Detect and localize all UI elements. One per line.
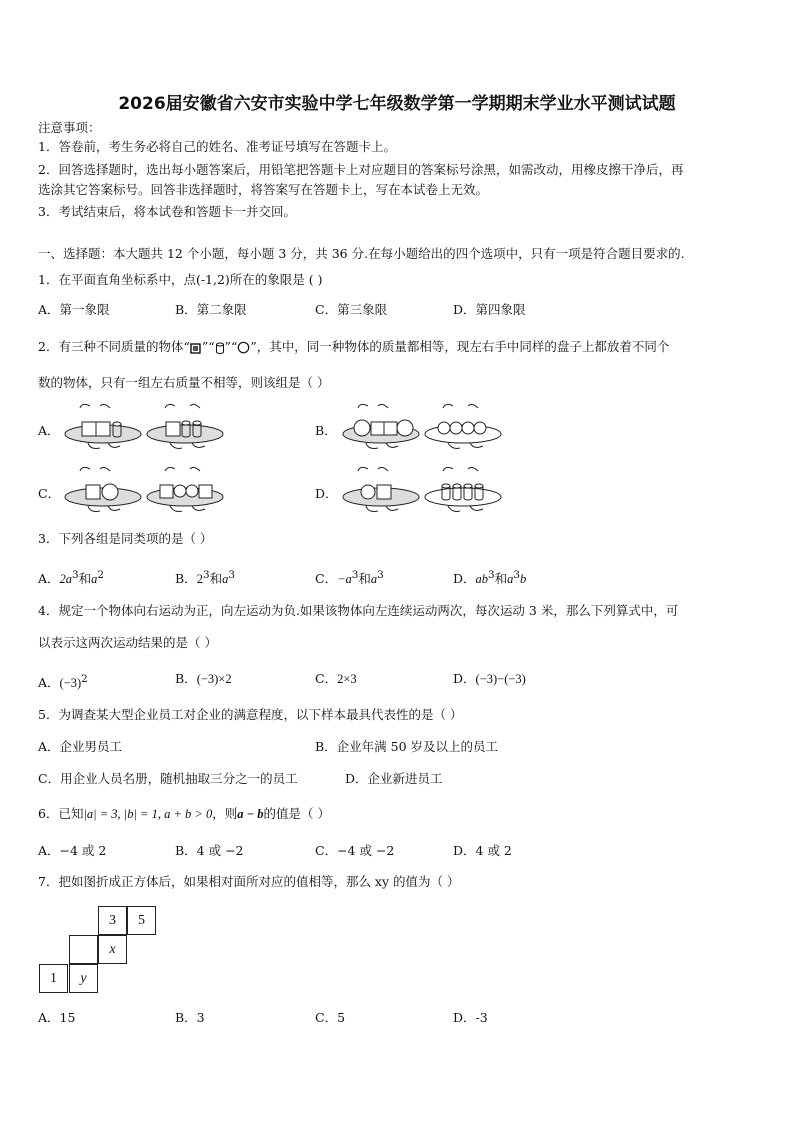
q3-a-expr1: 2a — [59, 572, 73, 587]
q3-b-expr1: 2 — [196, 572, 203, 587]
q4-a-sup: 2 — [81, 673, 88, 685]
net-cell-x: x — [98, 935, 127, 964]
net-cell-1: 1 — [39, 964, 68, 993]
q6-option-a: A．−4 或 2 — [38, 843, 107, 858]
q2-stem-part-b: ”“ — [201, 339, 215, 354]
q2-option-d: D． — [315, 486, 338, 501]
q4-d-expr: (−3)−(−3) — [475, 672, 526, 686]
q1-option-c: C．第三象限 — [315, 302, 388, 317]
q4-a-expr: (−3) — [59, 676, 82, 691]
q2-stem-part-c: ”“ — [224, 339, 238, 354]
q3-d-and: 和 — [494, 571, 508, 587]
q6-stem-part-c: 的值是（ ） — [263, 806, 331, 821]
q5-stem: 5．为调查某大型企业员工对企业的满意程度，以下样本最具代表性的是（ ） — [38, 707, 463, 722]
q2-stem-part-a: 2．有三种不同质量的物体“ — [38, 339, 190, 354]
note-2a: 2．回答选择题时，选出每小题答案后，用铅笔把答题卡上对应题目的答案标号涂黑，如需改动，用橡皮擦干净后，再 — [38, 162, 684, 177]
q6-stem-math: |a| = 3, |b| = 1, a + b > 0 — [83, 807, 213, 821]
cylinder-icon — [215, 342, 225, 354]
q4-b-expr: (−3)×2 — [196, 672, 232, 686]
q5-option-a: A．企业男员工 — [38, 739, 123, 754]
q4-option-c — [315, 671, 357, 687]
page-title: 2026届安徽省六安市实验中学七年级数学第一学期期末学业水平测试试题 — [118, 94, 676, 114]
q3-c-expr2: a — [370, 572, 378, 587]
q3-stem: 3．下列各组是同类项的是（ ） — [38, 531, 213, 546]
q1-option-b: B．第二象限 — [175, 302, 247, 317]
q3-a-and: 和 — [78, 571, 92, 587]
q3-d-sup1: 3 — [488, 569, 495, 581]
q2-stem-line2: 数的物体，只有一组左右质量不相等，则该组是（ ） — [38, 375, 330, 390]
q3-option-d — [453, 567, 526, 587]
q1-option-a: A．第一象限 — [38, 302, 110, 317]
q2-stem — [38, 339, 669, 355]
q3-option-b-label: B． — [175, 571, 197, 587]
section-heading: 一、选择题：本大题共 12 个小题，每小题 3 分，共 36 分.在每小题给出的四个选项中，只有一项是符合题目要求的. — [38, 246, 685, 261]
q4-stem-line1: 4．规定一个物体向右运动为正，向左运动为负.如果该物体向左连续运动两次，每次运动 3 米，那么下列算式中，可 — [38, 603, 679, 618]
net-cell-y: y — [69, 964, 98, 993]
q7-option-c: C．5 — [315, 1010, 346, 1025]
note-2b: 选涂其它答案标号。回答非选择题时，将答案写在答题卡上，写在本试卷上无效。 — [38, 182, 489, 197]
q5-option-d: D．企业新进员工 — [345, 771, 443, 786]
q3-c-sup2: 3 — [377, 569, 384, 581]
q5-option-c: C．用企业人员名册，随机抽取三分之一的员工 — [38, 771, 298, 786]
q5-option-b: B．企业年满 50 岁及以上的员工 — [315, 739, 499, 754]
q3-option-b — [175, 567, 235, 587]
q3-b-sup1: 3 — [202, 569, 210, 581]
q2-option-d-figure — [338, 463, 508, 521]
q4-stem-line2: 以表示这两次运动结果的是（ ） — [38, 635, 217, 650]
q6-option-c: C．−4 或 −2 — [315, 843, 395, 858]
q3-c-and: 和 — [358, 571, 371, 587]
q2-option-b: B． — [315, 423, 337, 438]
q3-option-c — [315, 567, 384, 587]
q1-option-d: D．第四象限 — [453, 302, 526, 317]
net-cell-5: 5 — [127, 906, 156, 935]
q3-a-sup2: 2 — [97, 569, 105, 581]
q4-option-b — [175, 671, 232, 687]
q3-d-expr3: b — [520, 572, 527, 587]
q4-c-expr: 2×3 — [337, 672, 357, 686]
q2-option-a-figure — [60, 400, 230, 458]
q1-stem: 1．在平面直角坐标系中，点(-1,2)所在的象限是 ( ) — [38, 272, 323, 287]
q3-option-d-label: D． — [453, 571, 476, 587]
q2-option-c-figure — [60, 463, 230, 521]
q2-option-c: C． — [38, 486, 61, 501]
note-1: 1．答卷前，考生务必将自己的姓名、准考证号填写在答题卡上。 — [38, 139, 396, 154]
sphere-icon — [237, 341, 250, 354]
q3-option-c-label: C． — [315, 571, 338, 587]
note-3: 3．考试结束后，将本试卷和答题卡一并交回。 — [38, 204, 296, 219]
q7-option-d: D．-3 — [453, 1010, 488, 1025]
q3-d-sup2: 3 — [513, 569, 521, 581]
q4-option-a — [38, 671, 88, 691]
q3-c-expr1: −a — [337, 572, 352, 587]
notes-heading: 注意事项： — [38, 120, 101, 135]
q3-a-sup1: 3 — [72, 569, 79, 581]
q6-stem-part-a: 6．已知 — [38, 806, 84, 821]
net-cell-blank — [69, 935, 98, 964]
q3-a-expr2: a — [91, 572, 98, 587]
q3-b-and: 和 — [209, 571, 223, 587]
q2-stem-part-d: ”，其中，同一种物体的质量都相等，现左右手中同样的盘子上都放着不同个 — [250, 339, 670, 354]
q7-option-b: B．3 — [175, 1010, 205, 1025]
q3-option-a — [38, 567, 104, 587]
q6-stem-part-b: ，则 — [212, 806, 238, 821]
q3-d-expr2: a — [507, 572, 514, 587]
q6-option-b: B．4 或 −2 — [175, 843, 244, 858]
q3-d-expr1: ab — [475, 572, 489, 587]
q4-option-d — [453, 671, 526, 687]
q3-option-a-label: A． — [38, 571, 60, 587]
q4-option-b-label: B． — [175, 671, 197, 686]
q2-option-a: A． — [38, 423, 60, 438]
q2-option-b-figure — [338, 400, 508, 458]
q6-stem-math2: a − b — [237, 807, 264, 821]
cube-icon — [190, 342, 202, 354]
q7-stem: 7．把如图折成正方体后，如果相对面所对应的值相等，那么 xy 的值为（ ） — [38, 874, 460, 889]
net-cell-3: 3 — [98, 906, 127, 935]
q6-stem — [38, 806, 330, 822]
q4-option-c-label: C． — [315, 671, 338, 686]
q3-c-sup1: 3 — [351, 569, 359, 581]
q3-b-sup2: 3 — [228, 569, 235, 581]
q3-b-expr2: a — [222, 572, 229, 587]
q7-option-a: A．15 — [38, 1010, 76, 1025]
q4-option-d-label: D． — [453, 671, 476, 686]
q4-option-a-label: A． — [38, 675, 60, 691]
q6-option-d: D．4 或 2 — [453, 843, 512, 858]
